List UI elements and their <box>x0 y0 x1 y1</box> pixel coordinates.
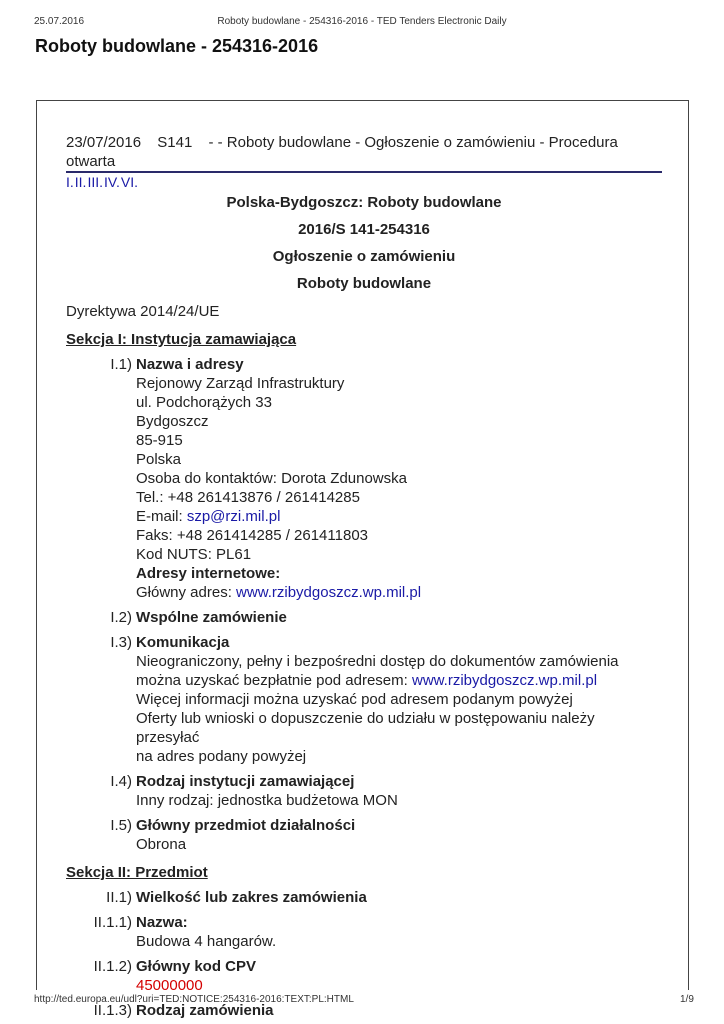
frame-right-border <box>688 100 689 990</box>
item-number: I.2) <box>110 609 132 626</box>
cpv-code: 45000000 <box>136 977 203 994</box>
item-label: Główny kod CPV <box>136 958 257 975</box>
item-i4 <box>66 772 662 810</box>
contact-person: Osoba do kontaktów: Dorota Zdunowska <box>136 470 407 487</box>
notice-category: Roboty budowlane <box>296 275 432 292</box>
item-i5 <box>66 816 662 854</box>
item-ii11 <box>66 913 662 951</box>
address-line: Polska <box>136 451 182 468</box>
item-value: Budowa 4 hangarów. <box>136 933 277 950</box>
notice-number: 2016/S 141-254316 <box>298 221 430 238</box>
section-nav-link-1[interactable]: I. <box>66 174 74 190</box>
offers-line: Oferty lub wnioski o dopuszczenie do udziału w postępowaniu należy przesyłać <box>136 710 595 746</box>
item-number: II.1) <box>106 889 132 906</box>
offers-line-2: na adres podany powyżej <box>136 748 307 765</box>
page-number: 1/9 <box>680 994 694 1005</box>
notice-type: Ogłoszenie o zamówieniu <box>272 248 456 265</box>
item-label: Nazwa i adresy <box>136 356 244 373</box>
item-number: I.4) <box>110 773 132 790</box>
section-nav-link-4[interactable]: IV. <box>104 174 120 190</box>
item-label: Rodzaj instytucji zamawiającej <box>136 773 355 790</box>
section-2-heading: Sekcja II: Przedmiot <box>66 864 208 881</box>
fax: Faks: +48 261414285 / 261411803 <box>136 527 369 544</box>
documents-link[interactable]: www.rzibydgoszcz.wp.mil.pl <box>411 672 598 689</box>
item-label: Komunikacja <box>136 634 230 651</box>
access-text: można uzyskać bezpłatnie pod adresem: <box>136 672 412 689</box>
notice-location-title: Polska-Bydgoszcz: Roboty budowlane <box>226 194 502 211</box>
frame-top-border <box>36 100 689 101</box>
item-number: II.1.3) <box>93 1002 132 1019</box>
item-i2 <box>66 608 662 627</box>
section-1-heading: Sekcja I: Instytucja zamawiająca <box>66 331 297 348</box>
item-number: I.3) <box>110 634 132 651</box>
notice-series: S141 <box>157 134 193 151</box>
item-value: Inny rodzaj: jednostka budżetowa MON <box>136 792 398 809</box>
item-i3 <box>66 633 662 766</box>
print-date: 25.07.2016 <box>34 16 85 27</box>
item-number: II.1.1) <box>93 914 132 931</box>
web-addresses-label: Adresy internetowe: <box>136 565 281 582</box>
main-address-row <box>136 583 662 602</box>
notice-date: 23/07/2016 <box>66 134 142 151</box>
item-number: I.1) <box>110 356 132 373</box>
access-line: Nieograniczony, pełny i bezpośredni dostęp do dokumentów zamówienia <box>136 653 619 670</box>
email-link[interactable]: szp@rzi.mil.pl <box>186 508 281 525</box>
item-number: II.1.2) <box>93 958 132 975</box>
item-label: Wielkość lub zakres zamówienia <box>136 889 367 906</box>
info-line: Więcej informacji można uzyskać pod adresem podanym powyżej <box>136 691 573 708</box>
address-line: Rejonowy Zarząd Infrastruktury <box>136 375 345 392</box>
item-label: Nazwa: <box>136 914 188 931</box>
frame-left-border <box>36 100 37 990</box>
main-address-link[interactable]: www.rzibydgoszcz.wp.mil.pl <box>236 584 422 601</box>
item-label: Główny przedmiot działalności <box>136 817 356 834</box>
notice-header-rule <box>66 171 662 173</box>
notice-content <box>66 133 662 1020</box>
address-line: Bydgoszcz <box>136 413 209 430</box>
directive: Dyrektywa 2014/24/UE <box>66 303 220 320</box>
access-link-row <box>136 671 662 690</box>
item-label: Wspólne zamówienie <box>136 609 287 626</box>
page-title: Roboty budowlane - 254316-2016 <box>35 36 319 56</box>
nuts-code: Kod NUTS: PL61 <box>136 546 252 563</box>
email-label: E-mail: <box>136 508 187 525</box>
section-nav-link-6[interactable]: VI. <box>120 174 138 190</box>
email-row <box>136 507 662 526</box>
item-i1 <box>66 355 662 602</box>
phone: Tel.: +48 261413876 / 261414285 <box>136 489 360 506</box>
item-value: Obrona <box>136 836 187 853</box>
section-nav-link-3[interactable]: III. <box>87 174 104 190</box>
section-nav <box>66 174 662 190</box>
print-header-title: Roboty budowlane - 254316-2016 - TED Tenders Electronic Daily <box>217 16 507 27</box>
print-footer-url: http://ted.europa.eu/udl?uri=TED:NOTICE:254316-2016:TEXT:PL:HTML <box>34 994 354 1005</box>
main-address-label: Główny adres: <box>136 584 237 601</box>
notice-header <box>66 133 662 171</box>
address-line: 85-915 <box>136 432 183 449</box>
address-line: ul. Podchorążych 33 <box>136 394 272 411</box>
item-ii1 <box>66 888 662 907</box>
item-ii12 <box>66 957 662 995</box>
notice-description: - - Roboty budowlane - Ogłoszenie o zamówieniu - Procedura otwarta <box>66 134 618 170</box>
section-nav-link-2[interactable]: II. <box>74 174 87 190</box>
item-number: I.5) <box>110 817 132 834</box>
item-label: Rodzaj zamówienia <box>136 1002 274 1019</box>
